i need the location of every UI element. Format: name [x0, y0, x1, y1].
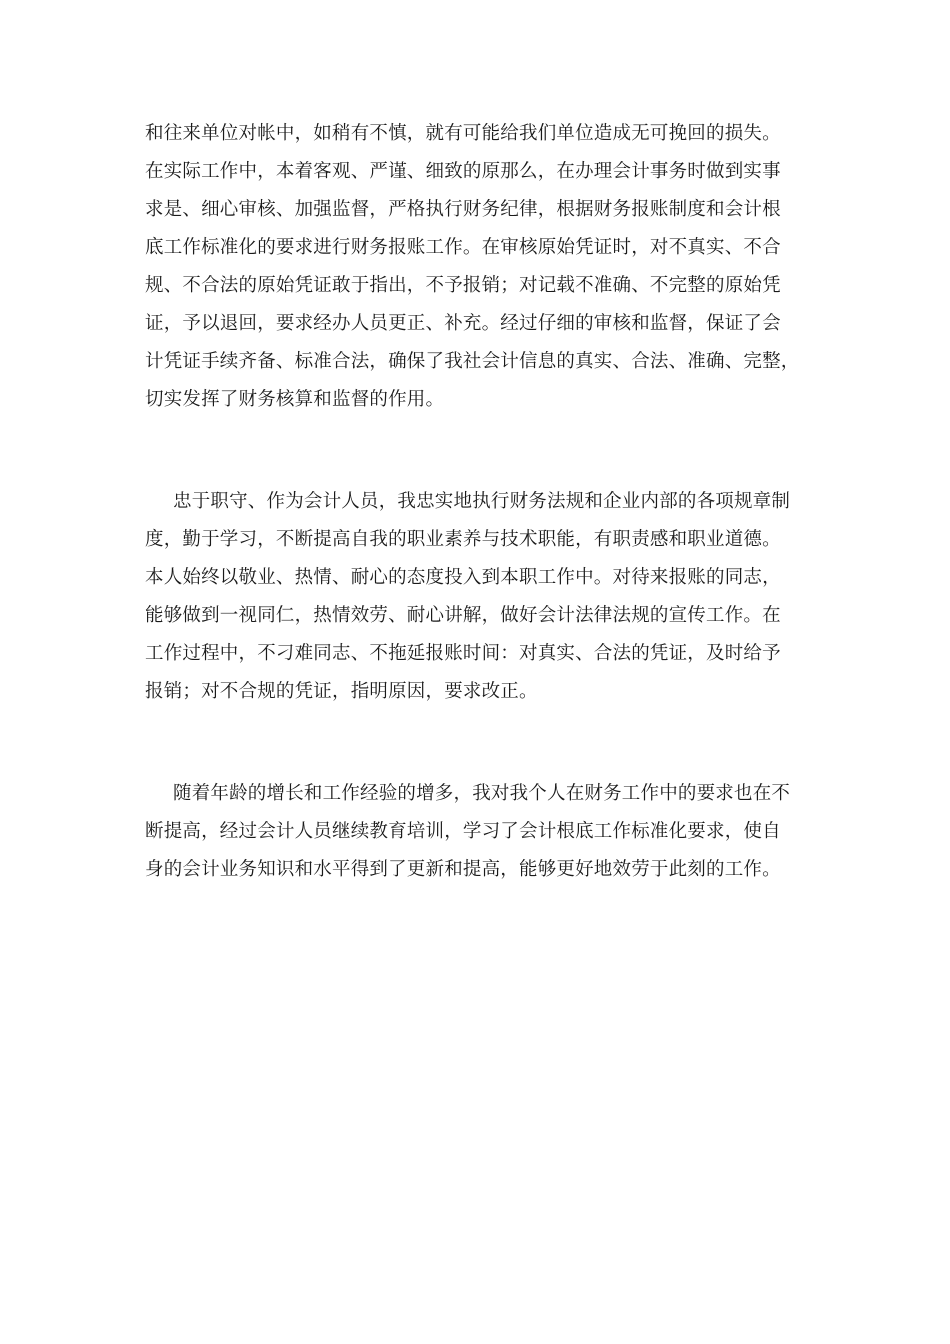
- text-line: 底工作标准化的要求进行财务报账工作。在审核原始凭证时，对不真实、不合: [145, 237, 781, 258]
- text-line: 求是、细心审核、加强监督，严格执行财务纪律，根据财务报账制度和会计根: [145, 199, 781, 220]
- text-line: 和往来单位对帐中，如稍有不慎，就有可能给我们单位造成无可挽回的损失。: [145, 123, 781, 144]
- text-line: 计凭证手续齐备、标准合法，确保了我社会计信息的真实、合法、准确、完整，: [145, 351, 800, 372]
- text-line: 本人始终以敬业、热情、耐心的态度投入到本职工作中。对待来报账的同志，: [145, 567, 781, 588]
- text-line: 度，勤于学习，不断提高自我的职业素养与技术职能，有职责感和职业道德。: [145, 529, 781, 550]
- text-line: 忠于职守、作为会计人员，我忠实地执行财务法规和企业内部的各项规章制: [173, 491, 791, 512]
- text-line: 证，予以退回，要求经办人员更正、补充。经过仔细的审核和监督，保证了会: [145, 313, 781, 334]
- text-line: 断提高，经过会计人员继续教育培训，学习了会计根底工作标准化要求，使自: [145, 821, 781, 842]
- text-line: 工作过程中，不刁难同志、不拖延报账时间：对真实、合法的凭证，及时给予: [145, 643, 781, 664]
- text-line: 能够做到一视同仁，热情效劳、耐心讲解，做好会计法律法规的宣传工作。在: [145, 605, 781, 626]
- text-line: 在实际工作中，本着客观、严谨、细致的原那么，在办理会计事务时做到实事: [145, 161, 781, 182]
- text-line: 随着年龄的增长和工作经验的增多，我对我个人在财务工作中的要求也在不: [173, 783, 791, 804]
- text-line: 切实发挥了财务核算和监督的作用。: [145, 389, 445, 410]
- text-line: 规、不合法的原始凭证敢于指出，不予报销；对记载不准确、不完整的原始凭: [145, 275, 781, 296]
- text-line: 报销；对不合规的凭证，指明原因，要求改正。: [145, 681, 538, 702]
- text-line: 身的会计业务知识和水平得到了更新和提高，能够更好地效劳于此刻的工作。: [145, 859, 781, 880]
